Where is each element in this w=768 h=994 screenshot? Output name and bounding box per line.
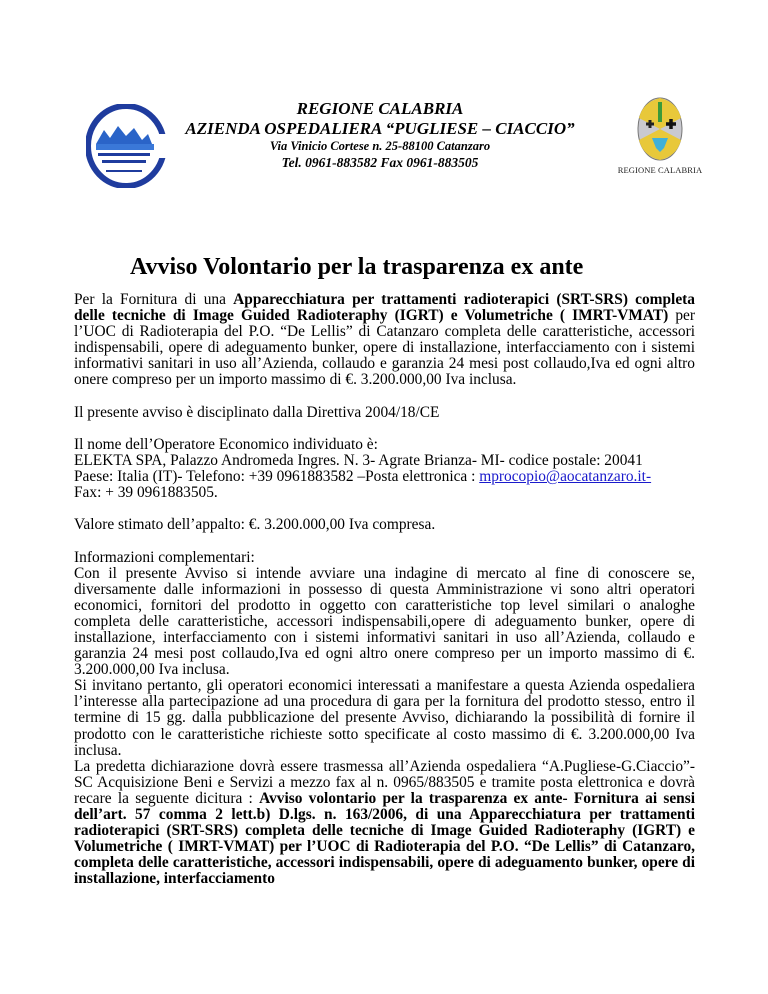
- hospital-contacts: Tel. 0961-883582 Fax 0961-883505: [281, 155, 479, 170]
- info-label: Informazioni complementari:: [74, 548, 255, 566]
- document-body: [74, 292, 695, 887]
- info-paragraph-3: [74, 759, 695, 888]
- operator-address: ELEKTA SPA, Palazzo Andromeda Ingres. N. 3- Agrate Brianza- MI- codice postale: 20041: [74, 451, 643, 469]
- regione-calabria-caption: REGIONE CALABRIA: [617, 165, 703, 175]
- hospital-name: AZIENDA OSPEDALIERA “PUGLIESE – CIACCIO”: [185, 119, 575, 138]
- directive-paragraph: Il presente avviso è disciplinato dalla Direttiva 2004/18/CE: [74, 403, 440, 421]
- page-title: Avviso Volontario per la trasparenza ex ante: [130, 254, 584, 280]
- estimated-value: Valore stimato dell’appalto: €. 3.200.000,00 Iva compresa.: [74, 516, 436, 534]
- intro-paragraph: [74, 292, 695, 389]
- info-paragraph-1: Con il presente Avviso si intende avviare una indagine di mercato al fine di conoscere se, diversamente dalle informazioni in possesso di questa Amministrazione vi sono altri operatori economici, fornitori del prodotto in oggetto con caratteristiche top level similari o analoghe completa delle caratteristiche, accessori indispensabili,opere di adeguamento bunker, opere di installazione, interfacciamento con i sistemi informativi sanitari in uso all’Azienda, collaudo e garanzia 24 mesi post collaudo,Iva ed ogni altro onere compreso per un importo massimo di €. 3.200.000,00 Iva inclusa.: [74, 564, 695, 679]
- hospital-address: Via Vinicio Cortese n. 25-88100 Catanzaro: [269, 139, 491, 153]
- operator-fax: Fax: + 39 0961883505.: [74, 484, 218, 502]
- email-link[interactable]: mprocopio@aocatanzaro.it-: [479, 468, 652, 486]
- info-p3-text: La predetta dichiarazione dovrà essere trasmessa all’Azienda ospedaliera “A.Pugliese-G.Ciaccio”- SC Acquisizione Beni e Servizi a mezzo fax al n. 0965/883505 e tramite posta elettronica e dovrà recare la seguente dicitura :: [74, 757, 695, 807]
- region-name: REGIONE CALABRIA: [296, 99, 464, 118]
- info-paragraph-2: Si invitano pertanto, gli operatori economici interessati a manifestare a questa Azienda ospedaliera l’interesse alla partecipazione ad una procedura di gara per la fornitura del prodotto stesso, entro il termine di 15 gg. dalla pubblicazione del presente Avviso, dichiarando la possibilità di fornire il prodotto con le caratteristiche richieste sotto specificate al costo massimo di €. 3.200.000,00 Iva inclusa.: [74, 677, 695, 759]
- intro-text: Per la Fornitura di una: [74, 291, 234, 308]
- operator-phone-text: Paese: Italia (IT)- Telefono: +39 0961883582 –Posta elettronica :: [74, 468, 480, 486]
- letterhead: [150, 99, 610, 171]
- intro-text-continued: per l’UOC di Radioterapia del P.O. “De Lellis” di Catanzaro completa delle caratteristiche, accessori indispensabili, opere di adeguamento bunker, opere di installazione, interfacciamento con i sistemi informativi sanitari in uso all’Azienda, collaudo e garanzia 24 mesi post collaudo,Iva ed ogni altro onere compreso per un importo massimo di €. 3.200.000,00 Iva inclusa.: [74, 307, 696, 389]
- info-p3-bold-text: Avviso volontario per la trasparenza ex ante- Fornitura ai sensi dell’art. 57 comma 2 lett.b) D.lgs. n. 163/2006, di una Apparecchiatura per trattamenti radioterapici (SRT-SRS) completa delle tecniche di Image Guided Radioteraphy (IGRT) e Volumetriche ( IMRT-VMAT) per l’UOC di Radioterapia del P.O. “De Lellis” di Catanzaro, completa delle caratteristiche, accessori indispensabili, opere di adeguamento bunker, opere di installazione, interfacciamento: [74, 789, 695, 888]
- operator-contacts: [74, 469, 695, 485]
- intro-bold-text: Apparecchiatura per trattamenti radioterapici (SRT-SRS) completa delle tecniche di Image Guided Radioteraphy (IGRT) e Volumetriche ( IMRT-VMAT): [74, 291, 695, 325]
- operator-label: Il nome dell’Operatore Economico individuato è:: [74, 435, 378, 453]
